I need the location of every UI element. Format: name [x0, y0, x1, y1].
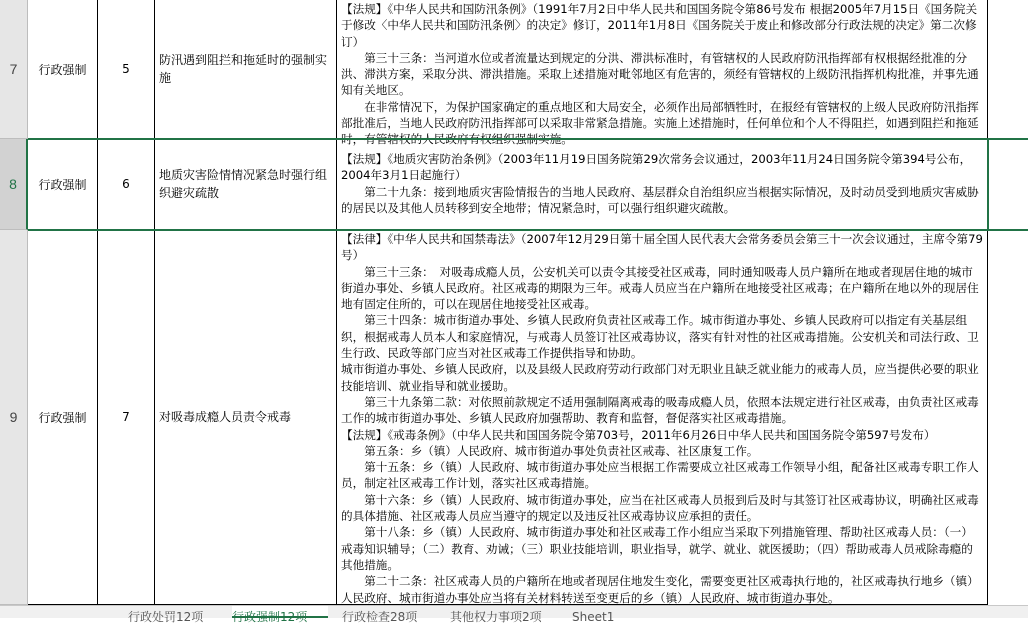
- sheet-tab[interactable]: [128, 606, 223, 624]
- cell-index[interactable]: [98, 139, 155, 230]
- row-header-8[interactable]: [0, 139, 28, 230]
- row-number: 9: [9, 409, 18, 425]
- basis-paragraph: 第三十三条： 对吸毒成瘾人员，公安机关可以责令其接受社区戒毒，同时通知吸毒人员户籍所在地或者现居住地的城市街道办事处、乡镇人民政府。社区戒毒的期限为三年。戒毒人员应当在户籍所在地接受社区戒毒；在户籍所在地以外的现居住地有固定住所的，可以在现居住地接受社区戒毒。: [341, 264, 979, 312]
- cell-name[interactable]: [155, 230, 337, 605]
- sheet-tab[interactable]: [342, 606, 437, 624]
- basis-paragraph: 第三十四条：城市街道办事处、乡镇人民政府负责社区戒毒工作。城市街道办事处、乡镇人民政府可以指定有关基层组织，根据戒毒人员本人和家庭情况，与戒毒人员签订社区戒毒协议，落实有针对性的社区戒毒措施。公安机关和司法行政、卫生行政、民政等部门应当对社区戒毒工作提供指导和协助。: [341, 313, 979, 361]
- basis-paragraph: 第十五条：乡（镇）人民政府、城市街道办事处应当根据工作需要成立社区戒毒工作领导小组，配备社区戒毒专职工作人员，制定社区戒毒工作计划，落实社区戒毒措施。: [341, 460, 979, 491]
- sheet-tab-label: Sheet1: [572, 610, 615, 624]
- cell-index[interactable]: [98, 230, 155, 605]
- cell-name[interactable]: [155, 0, 337, 139]
- cell-type[interactable]: [28, 0, 98, 139]
- sheet-tab-bar: [0, 605, 1028, 624]
- basis-paragraph: 在非常情况下，为保护国家确定的重点地区和大局安全，必须作出局部牺牲时，在报经有管辖权的上级人民政府防汛指挥部批准后，当地人民政府防汛指挥部可以采取非常紧急措施。实施上述措施时，任何单位和个人不得阻拦，如遇到阻拦和拖延时，有管辖权的人民政府有权组织强制实施。: [341, 99, 979, 147]
- empty-cell[interactable]: [988, 230, 1028, 605]
- cell-name-text: 对吸毒成瘾人员责令戒毒: [159, 410, 292, 424]
- cell-type-text: 行政强制: [38, 62, 87, 77]
- sheet-tab-label: 行政检查28项: [342, 610, 418, 624]
- sheet-tab-label: 其他权力事项2项: [450, 610, 542, 624]
- cell-basis[interactable]: [337, 0, 988, 147]
- cell-type[interactable]: [28, 230, 98, 605]
- basis-paragraph: 【法规】《戒毒条例》（中华人民共和国国务院令第703号，2011年6月26日中华人民共和国国务院令第597号发布）: [341, 427, 936, 442]
- empty-cell-selected[interactable]: [988, 139, 1028, 230]
- basis-paragraph: 第三十九条第二款：对依照前款规定不适用强制隔离戒毒的吸毒成瘾人员，依照本法规定进行社区戒毒，由负责社区戒毒工作的城市街道办事处、乡镇人民政府加强帮助、教育和监督，督促落实社区戒毒措施。: [341, 394, 979, 426]
- sheet-tab-active[interactable]: [232, 606, 328, 624]
- cell-name-text: 地质灾害险情情况紧急时强行组织避灾疏散: [159, 168, 328, 200]
- row-number: 7: [9, 61, 18, 77]
- cell-type-text: 行政强制: [38, 410, 87, 425]
- cell-index[interactable]: [98, 0, 155, 139]
- basis-paragraph: 城市街道办事处、乡镇人民政府，以及县级人民政府劳动行政部门对无职业且缺乏就业能力的戒毒人员，应当提供必要的职业技能培训、就业指导和就业援助。: [341, 362, 979, 393]
- empty-cell[interactable]: [988, 0, 1028, 139]
- row-header-9[interactable]: [0, 230, 28, 605]
- basis-paragraph: 【法规】《中华人民共和国防汛条例》（1991年7月2日中华人民共和国国务院令第86号发布 根据2005年7月15日《国务院关于修改〈中华人民共和国防汛条例〉的决定》修订，2011年1月8日《国务院关于废止和修改部分行政法规的决定》第二次修订）: [341, 2, 978, 49]
- row-header-7[interactable]: [0, 0, 28, 139]
- cell-index-text: 7: [122, 410, 130, 424]
- cell-basis[interactable]: [337, 139, 988, 230]
- sheet-tab[interactable]: [572, 606, 632, 624]
- basis-paragraph: 第十六条：乡（镇）人民政府、城市街道办事处，应当在社区戒毒人员报到后及时与其签订社区戒毒协议，明确社区戒毒的具体措施、社区戒毒人员应当遵守的规定以及违反社区戒毒协议应承担的责任。: [341, 492, 979, 524]
- cell-name[interactable]: [155, 139, 337, 230]
- cell-index-text: 6: [122, 177, 130, 191]
- cell-basis[interactable]: [337, 230, 988, 605]
- basis-paragraph: 第三十三条：当河道水位或者流量达到规定的分洪、滞洪标准时，有管辖权的人民政府防汛指挥部有权根据经批准的分洪、滞洪方案，采取分洪、滞洪措施。采取上述措施对毗邻地区有危害的，须经有管辖权的上级防汛指挥机构批准，并事先通知有关地区。: [341, 50, 979, 98]
- row-number: 8: [9, 176, 17, 192]
- cell-index-text: 5: [122, 62, 130, 76]
- basis-paragraph: 第五条：乡（镇）人民政府、城市街道办事处负责社区戒毒、社区康复工作。: [341, 443, 759, 458]
- cell-type[interactable]: [28, 139, 98, 230]
- basis-paragraph: 【法律】《中华人民共和国禁毒法》（2007年12月29日第十届全国人民代表大会常务委员会第三十一次会议通过，主席令第79号）: [341, 232, 983, 263]
- basis-paragraph: 第十八条：乡（镇）人民政府、城市街道办事处和社区戒毒工作小组应当采取下列措施管理、帮助社区戒毒人员：（一）戒毒知识辅导；（二）教育、劝诫；（三）职业技能培训，职业指导，就学、就业、就医援助；（四）帮助戒毒人员戒除毒瘾的其他措施。: [341, 525, 973, 572]
- sheet-tab-label: 行政强制12项: [232, 610, 308, 624]
- cell-type-text: 行政强制: [38, 177, 87, 192]
- basis-paragraph: 第二十二条：社区戒毒人员的户籍所在地或者现居住地发生变化，需要变更社区戒毒执行地的，社区戒毒执行地乡（镇）人民政府、城市街道办事处应当将有关材料转送至变更后的乡（镇）人民政府、城市街道办事处。: [341, 574, 979, 605]
- sheet-tab-label: 行政处罚12项: [128, 610, 204, 624]
- basis-paragraph: 第二十九条：接到地质灾害险情报告的当地人民政府、基层群众自治组织应当根据实际情况，及时动员受到地质灾害威胁的居民以及其他人员转移到安全地带；情况紧急时，可以强行组织避灾疏散。: [341, 184, 979, 215]
- basis-paragraph: 【法规】《地质灾害防治条例》（2003年11月19日国务院第29次常务会议通过，2003年11月24日国务院令第394号公布，2004年3月1日起施行）: [341, 152, 972, 183]
- cell-name-text: 防汛遇到阻拦和拖延时的强制实施: [159, 53, 328, 85]
- sheet-tab[interactable]: [450, 606, 560, 624]
